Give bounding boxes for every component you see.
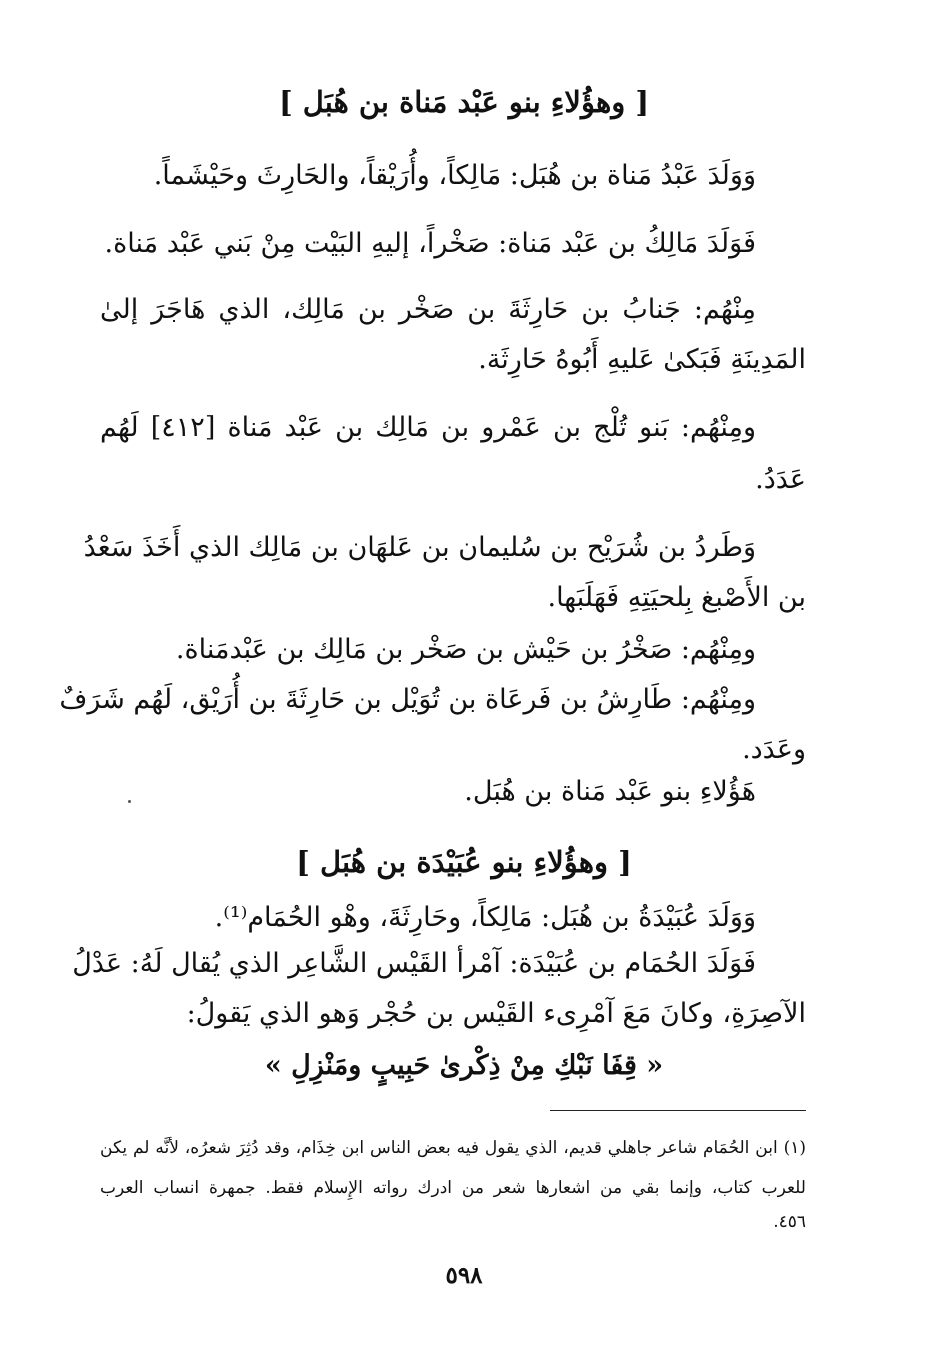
poetry-verse: « قِفَا نَبْكِ مِنْ ذِكْرىٰ حَبِيبٍ ومَنْزِلِ » bbox=[264, 1050, 664, 1081]
footnote-line: (١) ابن الحُمَام شاعر جاهلي قديم، الذي يقول فيه بعض الناس ابن خِذَام، وقد دُثِرَ شعرُه، لأنَّه لم يكن bbox=[100, 1138, 806, 1158]
paragraph-line: وَوَلَدَ عَبْدُ مَناة بن هُبَل: مَالِكاً، وأُرَيْقاً، والحَارِثَ وحَيْشَماً. bbox=[153, 160, 756, 191]
paragraph-line: هَؤُلاءِ بنو عَبْد مَناة بن هُبَل. bbox=[464, 776, 756, 807]
paragraph-line bbox=[100, 408, 806, 448]
paragraph-line: الآصِرَةِ، وكانَ مَعَ آمْرِىء القَيْس بن حُجْر وَهو الذي يَقولُ: bbox=[186, 998, 806, 1029]
paragraph-line bbox=[83, 528, 806, 568]
paragraph-line: وَوَلَدَ عُبَيْدَةُ بن هُبَل: مَالِكاً، وحَارِثَةَ، وهْو الحُمَام⁽¹⁾. bbox=[214, 902, 756, 933]
paragraph-line: ومِنْهُم: صَخْرُ بن حَيْش بن صَخْر بن مَالِك بن عَبْدمَناة. bbox=[175, 634, 756, 665]
paragraph-line: بن الأَصْبغ بِلحيَتِهِ فَهَلَبَها. bbox=[547, 582, 806, 613]
paragraph-line bbox=[72, 944, 806, 984]
paragraph-text: ومِنْهُم: بَنو تُلْج بن عَمْرو بن مَالِك بن عَبْد مَناة [٤١٢] لَهُم bbox=[100, 412, 757, 443]
footnote-divider bbox=[550, 1110, 806, 1111]
paragraph-text: مِنْهُم: جَنابُ بن حَارِثَةَ بن صَخْر بن مَالِك، الذي هَاجَرَ إلىٰ bbox=[100, 294, 756, 325]
paragraph-line: فَوَلَدَ مَالِكُ بن عَبْد مَناة: صَخْراً، إليهِ البَيْت مِنْ بَني عَبْد مَناة. bbox=[104, 228, 756, 259]
section-heading-abd-manat: [ وهؤُلاءِ بنو عَبْد مَناة بن هُبَل ] bbox=[278, 85, 650, 119]
paragraph-line bbox=[59, 680, 806, 720]
paragraph-text: فَوَلَدَ الحُمَام بن عُبَيْدَة: آمْرأ القَيْس الشَّاعِر الذي يُقال لَهُ: عَدْلُ bbox=[72, 948, 756, 979]
paragraph-line bbox=[100, 290, 806, 330]
paragraph-line: المَدِينَةِ فَبَكىٰ عَليهِ أَبُوهُ حَارِثَة. bbox=[478, 344, 806, 375]
paragraph-line: وعَدَد. bbox=[742, 734, 806, 765]
section-heading-ubayda: [ وهؤُلاءِ بنو عُبَيْدَة بن هُبَل ] bbox=[296, 845, 632, 879]
paragraph-line: عَدَدُ. bbox=[755, 464, 806, 495]
paragraph-text: وَطَردُ بن شُرَيْح بن سُليمان بن عَلهَان بن مَالِك الذي أَخَذَ سَعْدُ bbox=[83, 532, 756, 563]
scan-speck bbox=[128, 800, 131, 803]
page-number: ٥٩٨ bbox=[445, 1262, 483, 1289]
footnote-line: للعرب كتاب، وإنما بقي من اشعارها شعر من ادرك رواته الإِسلام فقط. جمهرة انساب العرب bbox=[100, 1178, 806, 1198]
footnote-line: ٤٥٦. bbox=[773, 1212, 806, 1232]
paragraph-text: ومِنْهُم: طَارِشُ بن فَرعَاة بن تُوَيْل بن حَارِثَةَ بن أُرَيْق، لَهُم شَرَفٌ bbox=[59, 684, 756, 715]
